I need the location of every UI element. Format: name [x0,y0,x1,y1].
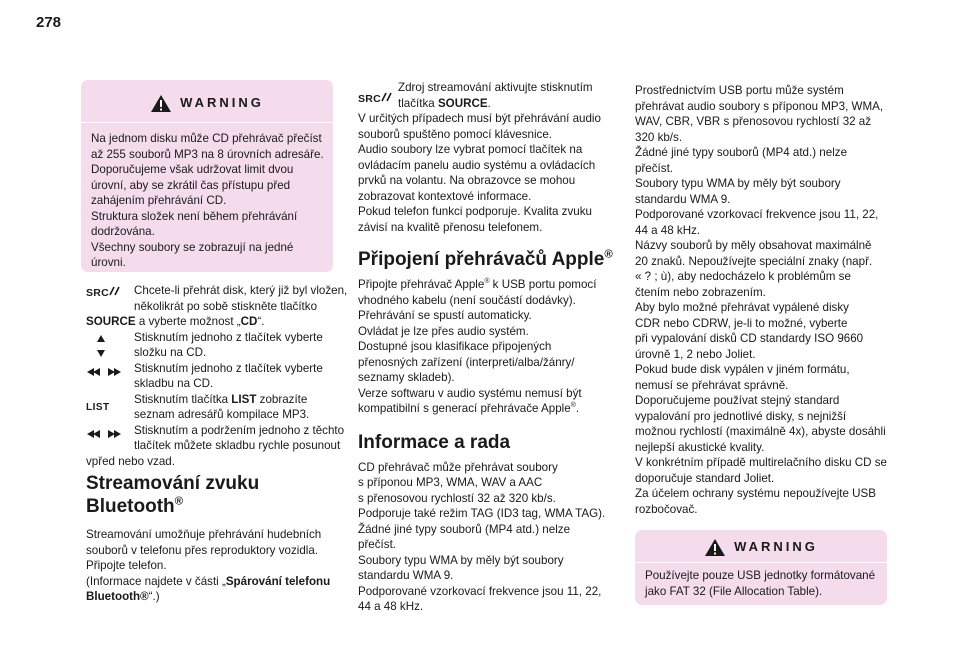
list-line-pre: Stisknutím tlačítka [134,392,232,406]
src2-pre: tlačítka [398,96,438,110]
warning-line: úrovni. [91,256,126,269]
skip-row [86,361,346,392]
src-icon-label-2: SRC [358,93,382,105]
apple-line: Dostupné jsou klasifikace připojených [358,340,552,353]
hold-line: tlačítek můžete skladbu rychle posunout [134,439,341,452]
src-text-2 [398,80,628,111]
apple-line: vhodného kabelu (není součástí dodávky). [358,293,576,307]
bt-ref-pre: (Informace najdete v části „ [86,574,226,588]
src-slash-icon [109,286,121,296]
warning-line: Všechny soubory se zobrazují na jedné [91,240,294,254]
updown-text [134,330,346,361]
bt-line [86,574,346,590]
streaming-controls [358,80,628,615]
info-line: Podporuje také režim TAG (ID3 tag, WMA TAG). [358,507,606,520]
stream-line: souborů spuštěno pomocí klávesnice. [358,127,552,141]
src-line-3-text: a vyberte možnost „ [135,315,241,328]
apple-line: Verze softwaru v audio systému nemusí být [358,386,582,400]
apple-line-1-end: k USB portu pomocí [489,278,597,291]
warning-triangle-icon [150,94,172,113]
apple-heading-text: Připojení přehrávačů Apple [358,249,605,270]
apple-last-end: . [575,402,580,415]
hold-text [134,423,346,454]
warning-divider-2 [635,562,887,563]
stream-line: V určitých případech musí být přehrávání audio [358,112,601,125]
src2-end: . [487,96,491,110]
apple-heading [358,248,628,271]
usb-line: 20 znaků. Nepoužívejte speciální znaky (např. [635,254,873,268]
hold-line-3: vpřed nebo vzad. [86,454,175,468]
skip-line: Stisknutím jednoho z tlačítek vyberte [134,361,323,375]
info-line: přečíst. [358,538,397,551]
usb-line: Za účelem ochrany systému nepoužívejte USB [635,487,877,500]
usb-line: V konkrétním případě multirelačního disku CD se [635,456,887,469]
warning-header-2 [645,534,877,560]
usb-line: vypalování pro jednotlivé disky, s nejnižší [635,409,847,423]
info-line: Žádné jiné typy souborů (MP4 atd.) nelze [358,522,571,536]
src-line-3 [86,314,346,330]
source-keyword: SOURCE [86,315,136,328]
list-icon-label: LIST [86,401,110,413]
skip-text [134,361,346,392]
warning-line: Na jednom disku může CD přehrávač přečíst [91,132,322,145]
hold-row [86,423,346,454]
list-icon [86,392,134,416]
apple-last: kompatibilní s generací přehrávače Apple [358,402,571,415]
apple-line: seznamy skladeb). [358,371,455,384]
stream-line: ovládacím panelu audio systému a ovládacích [358,158,596,172]
bt-line: Připojte telefon. [86,559,167,572]
bluetooth-heading-line [86,495,346,518]
src2-line: Zdroj streamování aktivujte stisknutím [398,81,593,94]
warning-box-cd [81,80,333,272]
usb-line: Pokud bude disk vypálen v jiném formátu, [635,363,850,376]
src-row-2 [358,80,628,111]
list-row [86,392,346,423]
stream-line: Audio soubory lze vybrat pomocí tlačítek na [358,143,583,156]
usb-line: nemusí se přehrávat správně. [635,378,789,392]
bt-ref-end: “.) [148,590,160,603]
usb-line: úrovně 1, 2 nebo Joliet. [635,347,756,361]
info-line: CD přehrávač může přehrávat soubory [358,460,558,474]
apple-line: přenosných zařízení (interpreti/alba/žánry/ [358,355,575,369]
src-line-3-end: “. [257,315,265,328]
bluetooth-text [86,527,346,605]
usb-line: standardu WMA 9. [635,192,731,206]
streaming-text [358,111,628,235]
info-line: standardu WMA 9. [358,569,454,582]
warning-text [91,131,323,271]
warning-divider [81,122,333,123]
registered-mark-3: ® [484,278,490,286]
warning-line: až 255 souborů MP3 na 8 úrovních adresáře. [91,147,324,161]
usb-line: nejlepší akustické kvality. [635,440,765,454]
stream-line: Pokud telefon funkci podporuje. Kvalita zvuku [358,205,592,218]
usb-line: rozbočovač. [635,502,698,516]
src-slash-icon-2 [381,92,393,102]
apple-line: Přehrávání se spustí automaticky. [358,309,532,322]
src2-line [398,96,628,112]
apple-line: Ovládat je lze přes audio systém. [358,324,529,338]
stream-line: závisí na kvalitě přenosu telefonem. [358,220,543,234]
hold-line: Stisknutím a podržením jednoho z těchto [134,423,345,437]
apple-text [358,277,628,417]
warning-line: Používejte pouze USB jednotky formátované [645,569,876,582]
fast-skip-icon [86,423,134,439]
skip-icon [86,361,134,377]
info-line: s přenosovou rychlostí 32 až 320 kb/s. [358,491,556,505]
list-line: seznam adresářů kompilace MP3. [134,408,310,421]
src-line: několikrát po sobě stiskněte tlačítko [134,299,318,313]
cd-keyword: CD [240,315,258,328]
usb-line: čtením nebo zobrazením. [635,285,766,299]
warning-line: Doporučujeme však udržovat limit dvou [91,163,294,176]
apple-line-1: Připojte přehrávač Apple [358,278,485,291]
warning-line: úrovní, aby se zkrátil čas přístupu před [91,178,291,192]
updown-line: složku na CD. [134,346,207,359]
usb-line: doporučuje standard Joliet. [635,471,775,485]
usb-line: CDR nebo CDRW, je-li to možné, vyberte [635,316,848,330]
info-heading: Informace a rada [358,431,511,453]
usb-line: při vypalování disků CD standardy ISO 9660 [635,332,864,345]
warning-title-2: WARNING [734,539,818,555]
warning-text-2 [645,568,877,599]
usb-text [635,83,905,517]
registered-mark: ® [174,495,184,508]
src-row [86,283,346,314]
usb-line: Žádné jiné typy souborů (MP4 atd.) nelze [635,146,848,159]
usb-line: přehrávat audio soubory s příponou MP3, WMA, [635,99,884,113]
bt-ref-bold-2: Bluetooth® [86,590,149,603]
bluetooth-section [86,472,346,605]
usb-line: přečíst. [635,161,674,175]
warning-header [91,88,323,118]
bt-line: Streamování umožňuje přehrávání hudebních [86,528,322,541]
registered-mark-2: ® [604,248,613,261]
usb-line: Podporované vzorkovací frekvence jsou 11, 22, [635,208,879,221]
bluetooth-heading [86,472,346,518]
usb-line: Aby bylo možné přehrávat vypálené disky [635,301,849,314]
warning-line: dodržována. [91,225,155,238]
src-icon-label: SRC [86,287,110,299]
apple-line [358,277,628,293]
warning-triangle-icon [704,538,726,557]
cd-controls [86,283,346,469]
warning-title: WARNING [180,95,264,111]
list-line [134,392,346,408]
warning-line: jako FAT 32 (File Allocation Table). [645,584,823,598]
src-text [134,283,347,314]
src-icon-2 [358,80,398,108]
list-text [134,392,346,423]
usb-line: Soubory typu WMA by měly být soubory [635,177,841,190]
apple-line [358,401,628,417]
info-line: Soubory typu WMA by měly být soubory [358,553,564,567]
bt-line [86,589,346,605]
bluetooth-heading-text: Bluetooth [86,496,175,517]
source-keyword-2: SOURCE [437,96,488,110]
stream-line: zobrazovat kontextové informace. [358,189,532,203]
src-line: Chcete-li přehrát disk, který již byl vložen, [134,284,348,297]
registered-mark-4: ® [570,402,576,410]
updown-line: Stisknutím jednoho z tlačítek vyberte [134,330,323,344]
updown-icon [86,330,134,359]
warning-box-usb [635,530,887,605]
warning-line: Struktura složek není během přehrávání [91,209,298,223]
list-line-post: zobrazíte [256,392,308,406]
usb-line: Názvy souborů by měly obsahovat maximálně [635,239,872,252]
page-number: 278 [36,14,62,31]
usb-line: Doporučujeme používat stejný standard [635,394,840,407]
stream-line: prvků na volantu. Na obrazovce se mohou [358,174,576,187]
info-line: 44 a 48 kHz. [358,600,424,613]
src-icon [86,283,134,302]
usb-line: možnou rychlostí (maximálně 4x), abyste dosáhli [635,425,886,438]
warning-line: zahájením přehrávání CD. [91,194,227,207]
bt-line: souborů v telefonu přes reproduktory vozidla. [86,543,319,557]
info-text [358,460,628,615]
usb-line: 44 a 48 kHz. [635,223,701,237]
usb-line: 320 kb/s. [635,130,683,144]
info-line: s příponou MP3, WMA, WAV a AAC [358,476,543,489]
bt-ref-bold: Spárování telefonu [225,574,331,588]
list-keyword: LIST [231,392,257,406]
bluetooth-heading-line: Streamování zvuku [86,473,260,494]
usb-line: Prostřednictvím USB portu může systém [635,84,844,97]
usb-line: WAV, CBR, VBR s přenosovou rychlostí 32 až [635,115,872,128]
skip-line: skladbu na CD. [134,377,214,390]
info-line: Podporované vzorkovací frekvence jsou 11, 22, [358,584,602,598]
updown-row [86,330,346,361]
usb-line: « ? ; ù), aby nedocházelo k problémům se [635,270,851,283]
